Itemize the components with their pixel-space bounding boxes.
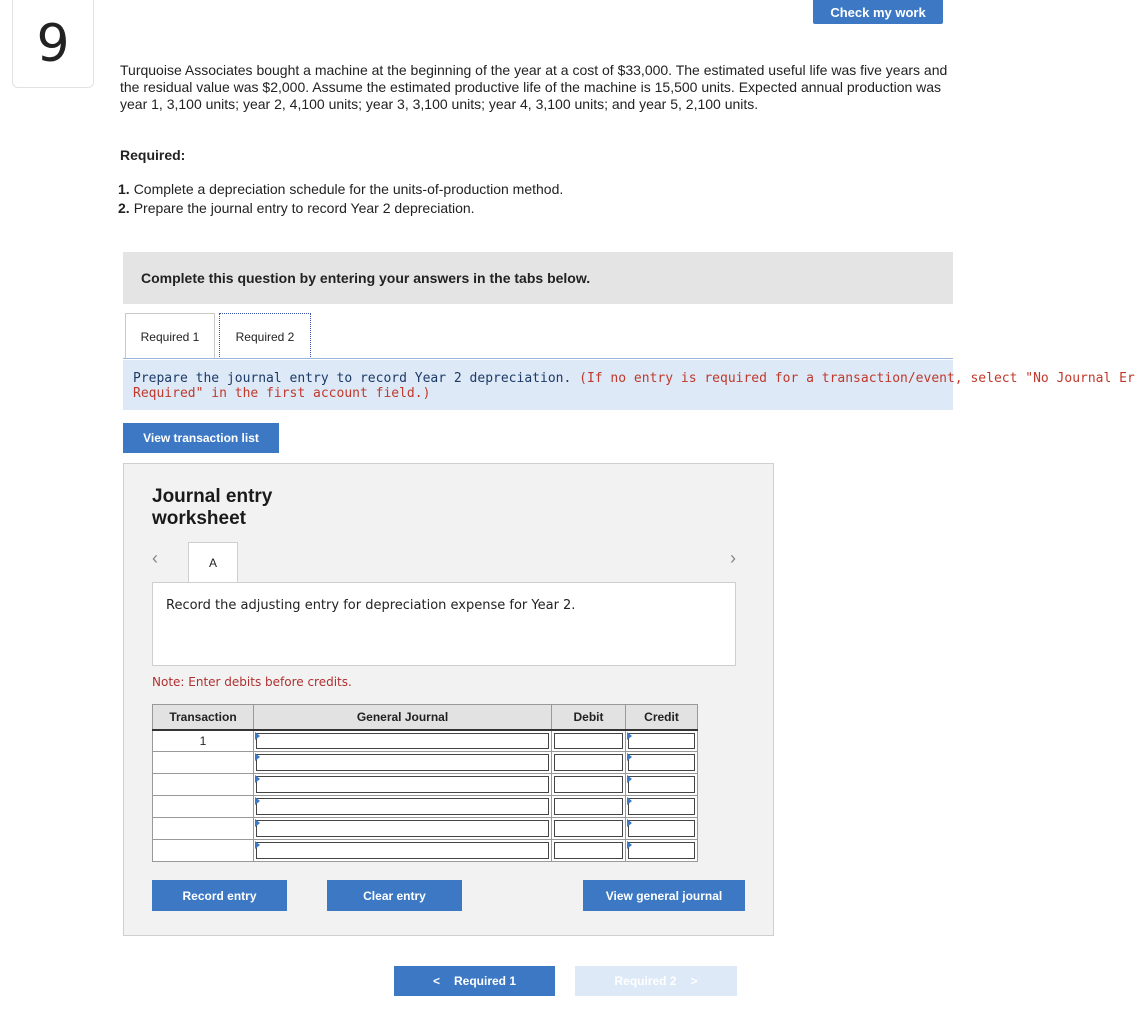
clear-entry-button[interactable]: Clear entry (327, 880, 462, 911)
worksheet-title-line-1: Journal entry (152, 486, 273, 507)
table-row (153, 796, 698, 818)
tab-required-2[interactable]: Required 2 (219, 313, 311, 359)
dropdown-marker-icon (627, 841, 632, 849)
dropdown-marker-icon (255, 841, 260, 849)
prompt-hint-continued: Required" in the first account field.) (133, 386, 431, 401)
chevron-right-icon[interactable]: › (730, 548, 736, 568)
prompt-main: Prepare the journal entry to record Year 2 depreciation. (133, 371, 572, 386)
tab-divider (123, 358, 953, 359)
required-item-number: 2. (118, 200, 130, 216)
table-row (153, 840, 698, 862)
required-list (118, 180, 563, 218)
worksheet-title (152, 486, 272, 530)
account-select[interactable] (254, 796, 552, 818)
table-row (153, 752, 698, 774)
table-row (153, 774, 698, 796)
debit-input[interactable] (552, 796, 626, 818)
dropdown-marker-icon (627, 819, 632, 827)
journal-entry-worksheet (123, 463, 774, 936)
account-select[interactable] (254, 818, 552, 840)
view-transaction-list-button[interactable]: View transaction list (123, 423, 279, 453)
entry-tab-a[interactable]: A (188, 542, 238, 582)
journal-table (152, 704, 698, 862)
entry-description: Record the adjusting entry for depreciation expense for Year 2. (152, 582, 736, 666)
account-select[interactable] (254, 752, 552, 774)
debit-input[interactable] (552, 730, 626, 752)
transaction-cell (153, 796, 254, 818)
credit-input[interactable] (626, 818, 698, 840)
column-header-debit: Debit (552, 705, 626, 730)
problem-text: Turquoise Associates bought a machine at the beginning of the year at a cost of $33,000. The estimated useful life was five years and the residual value was $2,000. Assume the estimated productive life of the machine is 15,500 units. Expected annual production was year 1, 3,100 units; year 2, 4,100 units; year 3, 3,100 units; year 4, 3,100 units; and year 5, 2,100 units. (120, 62, 948, 112)
required-item (118, 199, 563, 218)
credit-input[interactable] (626, 730, 698, 752)
instruction-bar: Complete this question by entering your answers in the tabs below. (123, 252, 953, 304)
check-my-work-button[interactable]: Check my work (813, 0, 943, 24)
column-header-general-journal: General Journal (254, 705, 552, 730)
dropdown-marker-icon (255, 732, 260, 740)
account-select[interactable] (254, 840, 552, 862)
account-select[interactable] (254, 774, 552, 796)
credit-input[interactable] (626, 774, 698, 796)
table-row (153, 730, 698, 752)
question-number-box (12, 0, 94, 88)
required-item-number: 1. (118, 181, 130, 197)
transaction-cell (153, 774, 254, 796)
transaction-cell (153, 752, 254, 774)
table-row (153, 818, 698, 840)
question-number: 9 (36, 13, 70, 74)
debit-input[interactable] (552, 840, 626, 862)
previous-required-button[interactable] (394, 966, 555, 996)
tab-required-1[interactable]: Required 1 (125, 313, 215, 359)
dropdown-marker-icon (627, 732, 632, 740)
previous-required-label: Required 1 (454, 974, 517, 988)
worksheet-title-line-2: worksheet (152, 508, 246, 529)
dropdown-marker-icon (627, 753, 632, 761)
required-item (118, 180, 563, 199)
dropdown-marker-icon (255, 819, 260, 827)
transaction-cell: 1 (153, 730, 254, 752)
prompt-box (123, 360, 1135, 410)
debit-input[interactable] (552, 818, 626, 840)
view-general-journal-button[interactable]: View general journal (583, 880, 745, 911)
chevron-right-icon: > (690, 974, 698, 988)
record-entry-button[interactable]: Record entry (152, 880, 287, 911)
dropdown-marker-icon (627, 775, 632, 783)
credit-input[interactable] (626, 796, 698, 818)
transaction-cell (153, 818, 254, 840)
next-required-button[interactable] (575, 966, 737, 996)
required-item-text: Complete a depreciation schedule for the units-of-production method. (133, 181, 564, 197)
column-header-transaction: Transaction (153, 705, 254, 730)
credit-input[interactable] (626, 840, 698, 862)
chevron-left-icon: < (432, 974, 440, 988)
chevron-left-icon[interactable]: ‹ (152, 548, 158, 568)
required-heading: Required: (120, 147, 186, 163)
dropdown-marker-icon (255, 797, 260, 805)
dropdown-marker-icon (255, 775, 260, 783)
credit-input[interactable] (626, 752, 698, 774)
debit-input[interactable] (552, 752, 626, 774)
account-select[interactable] (254, 730, 552, 752)
prompt-hint: (If no entry is required for a transaction/event, select "No Journal Er (579, 371, 1135, 386)
transaction-cell (153, 840, 254, 862)
next-required-label: Required 2 (614, 974, 677, 988)
column-header-credit: Credit (626, 705, 698, 730)
debit-credit-note: Note: Enter debits before credits. (152, 675, 352, 689)
debit-input[interactable] (552, 774, 626, 796)
dropdown-marker-icon (255, 753, 260, 761)
required-item-text: Prepare the journal entry to record Year 2 depreciation. (133, 200, 475, 216)
dropdown-marker-icon (627, 797, 632, 805)
